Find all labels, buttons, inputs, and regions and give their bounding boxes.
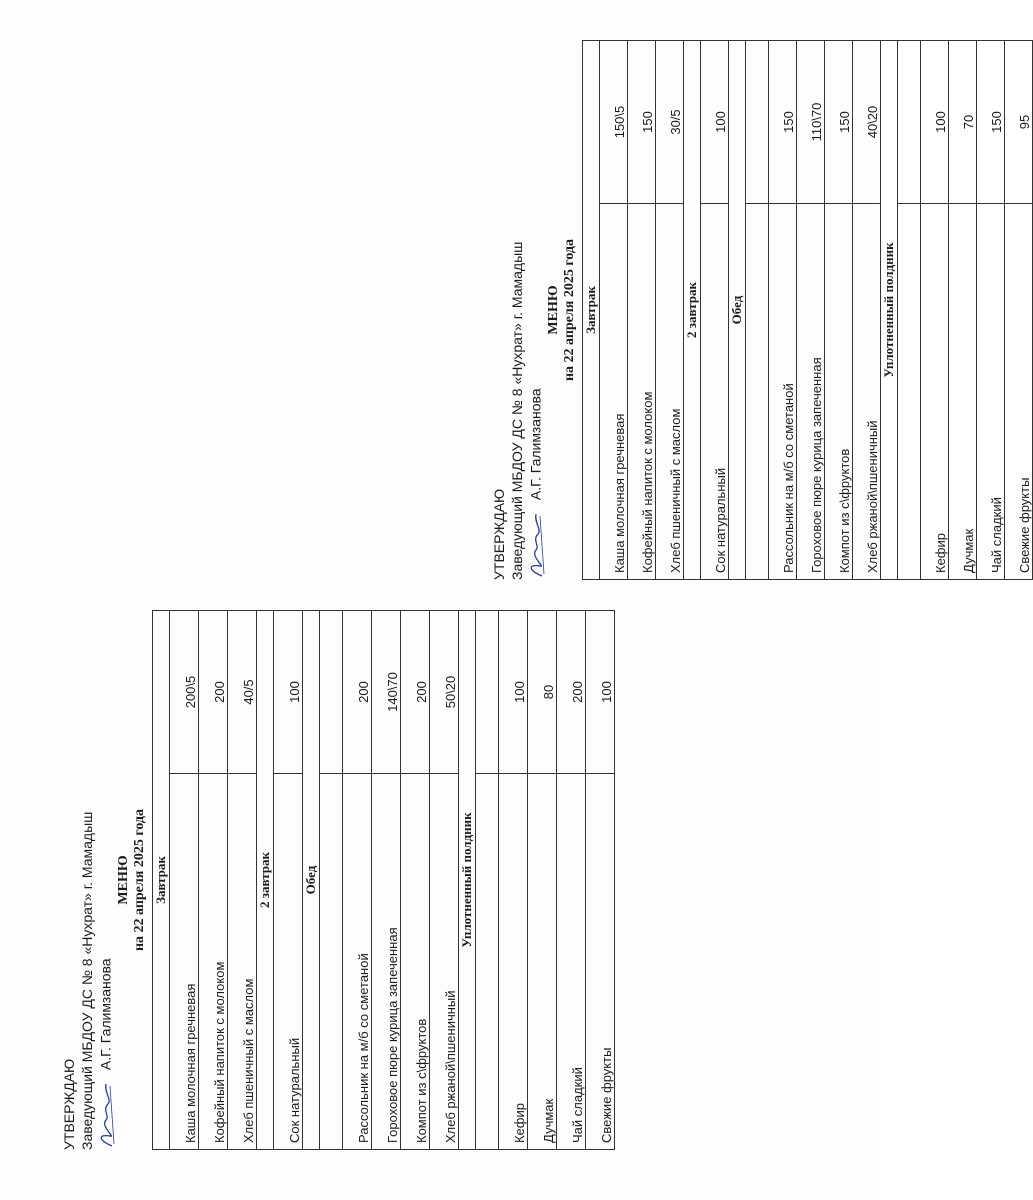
dish-qty: 200\5 [170,611,199,774]
signer-name: А.Г. Галимзанова [97,958,114,1071]
table-row [600,41,628,580]
signer-name: А.Г. Галимзанова [527,388,544,501]
spacer-row [320,611,343,1150]
dish-qty: 100 [921,41,949,204]
dish-qty: 200 [343,611,372,774]
dish-qty: 100 [274,611,303,774]
dish-qty: 140\70 [372,611,401,774]
table-row [557,611,586,1150]
table-row [701,41,729,580]
dish-name: Чай сладкий [557,774,586,1150]
dish-qty: 200 [199,611,228,774]
signature-line [96,610,118,1150]
dish-name: Рассольник на м/б со сметаной [769,204,797,580]
dish-name: Кефир [921,204,949,580]
section-name: 2 завтрак [257,611,274,1150]
table-row [528,611,557,1150]
dish-name: Кофейный напиток с молоком [628,204,656,580]
spacer-row [746,41,769,580]
table-row [372,611,401,1150]
section-name: Уплотненный полдник [881,41,898,580]
approval-position: Заведующий МБДОУ ДС № 8 «Нухрат» г. Мамадыш [79,811,95,1150]
dish-name: Гороховое пюре курица запеченная [372,774,401,1150]
table-row [949,41,977,580]
menu-table [152,610,615,1150]
dish-name: Компот из с\фруктов [401,774,430,1150]
section-row [153,611,170,1150]
section-name: Обед [729,41,746,580]
dish-name: Гороховое пюре курица запеченная [797,204,825,580]
dish-qty: 150 [825,41,853,204]
dish-qty: 150 [769,41,797,204]
approval-block [490,40,548,580]
menu-copy-2 [490,40,1032,580]
table-row [769,41,797,580]
menu-heading [116,610,148,1150]
dish-qty: 30/5 [656,41,684,204]
table-row [170,611,199,1150]
dish-name: Свежие фрукты [1005,204,1033,580]
menu-date: на 22 апреля 2025 года [562,238,577,382]
dish-name: Рассольник на м/б со сметаной [343,774,372,1150]
dish-qty: 110\70 [797,41,825,204]
dish-qty: 95 [1005,41,1033,204]
dish-qty: 50\20 [430,611,459,774]
signature-icon [526,510,548,580]
dish-qty: 100 [586,611,615,774]
dish-qty: 200 [401,611,430,774]
section-row [583,41,600,580]
dish-name: Свежие фрукты [586,774,615,1150]
table-row [343,611,372,1150]
section-name: Обед [303,611,320,1150]
dish-name: Дучмак [949,204,977,580]
dish-qty: 100 [499,611,528,774]
approval-title: УТВЕРЖДАЮ [491,488,507,580]
dish-name: Дучмак [528,774,557,1150]
table-row [586,611,615,1150]
table-row [656,41,684,580]
section-row [257,611,274,1150]
dish-name: Каша молочная гречневая [600,204,628,580]
dish-name: Сок натуральный [274,774,303,1150]
signature-line [526,40,548,580]
dish-name: Хлеб ржаной\пшеничный [430,774,459,1150]
dish-name: Сок натуральный [701,204,729,580]
dish-qty: 40\20 [853,41,881,204]
dish-name: Кофейный напиток с молоком [199,774,228,1150]
dish-name: Хлеб ржаной\пшеничный [853,204,881,580]
menu-copy-1 [60,610,614,1150]
table-row [274,611,303,1150]
approval-position: Заведующий МБДОУ ДС № 8 «Нухрат» г. Мамадыш [509,241,525,580]
dish-qty: 150 [628,41,656,204]
spacer-row [476,611,499,1150]
signature-icon [96,1080,118,1150]
section-name: Завтрак [153,611,170,1150]
section-name: Уплотненный полдник [459,611,476,1150]
dish-name: Каша молочная гречневая [170,774,199,1150]
menu-title: МЕНЮ [546,285,561,335]
section-row [303,611,320,1150]
dish-name: Хлеб пшеничный с маслом [656,204,684,580]
table-row [921,41,949,580]
menu-heading [546,40,578,580]
spacer-row [898,41,921,580]
dish-name: Чай сладкий [977,204,1005,580]
dish-qty: 200 [557,611,586,774]
table-row [825,41,853,580]
table-row [401,611,430,1150]
section-name: Завтрак [583,41,600,580]
section-row [729,41,746,580]
section-row [459,611,476,1150]
dish-qty: 80 [528,611,557,774]
table-row [628,41,656,580]
table-row [199,611,228,1150]
dish-name: Компот из с\фруктов [825,204,853,580]
section-name: 2 завтрак [684,41,701,580]
table-row [430,611,459,1150]
table-row [853,41,881,580]
dish-name: Хлеб пшеничный с маслом [228,774,257,1150]
approval-block [60,610,118,1150]
menu-title: МЕНЮ [116,855,131,905]
table-row [1005,41,1033,580]
menu-date: на 22 апреля 2025 года [132,808,147,952]
menu-table [582,40,1033,580]
dish-qty: 40/5 [228,611,257,774]
section-row [881,41,898,580]
table-row [977,41,1005,580]
dish-qty: 150 [977,41,1005,204]
approval-title: УТВЕРЖДАЮ [61,1058,77,1150]
section-row [684,41,701,580]
table-row [499,611,528,1150]
dish-qty: 150\5 [600,41,628,204]
dish-name: Кефир [499,774,528,1150]
table-row [228,611,257,1150]
dish-qty: 100 [701,41,729,204]
table-row [797,41,825,580]
dish-qty: 70 [949,41,977,204]
